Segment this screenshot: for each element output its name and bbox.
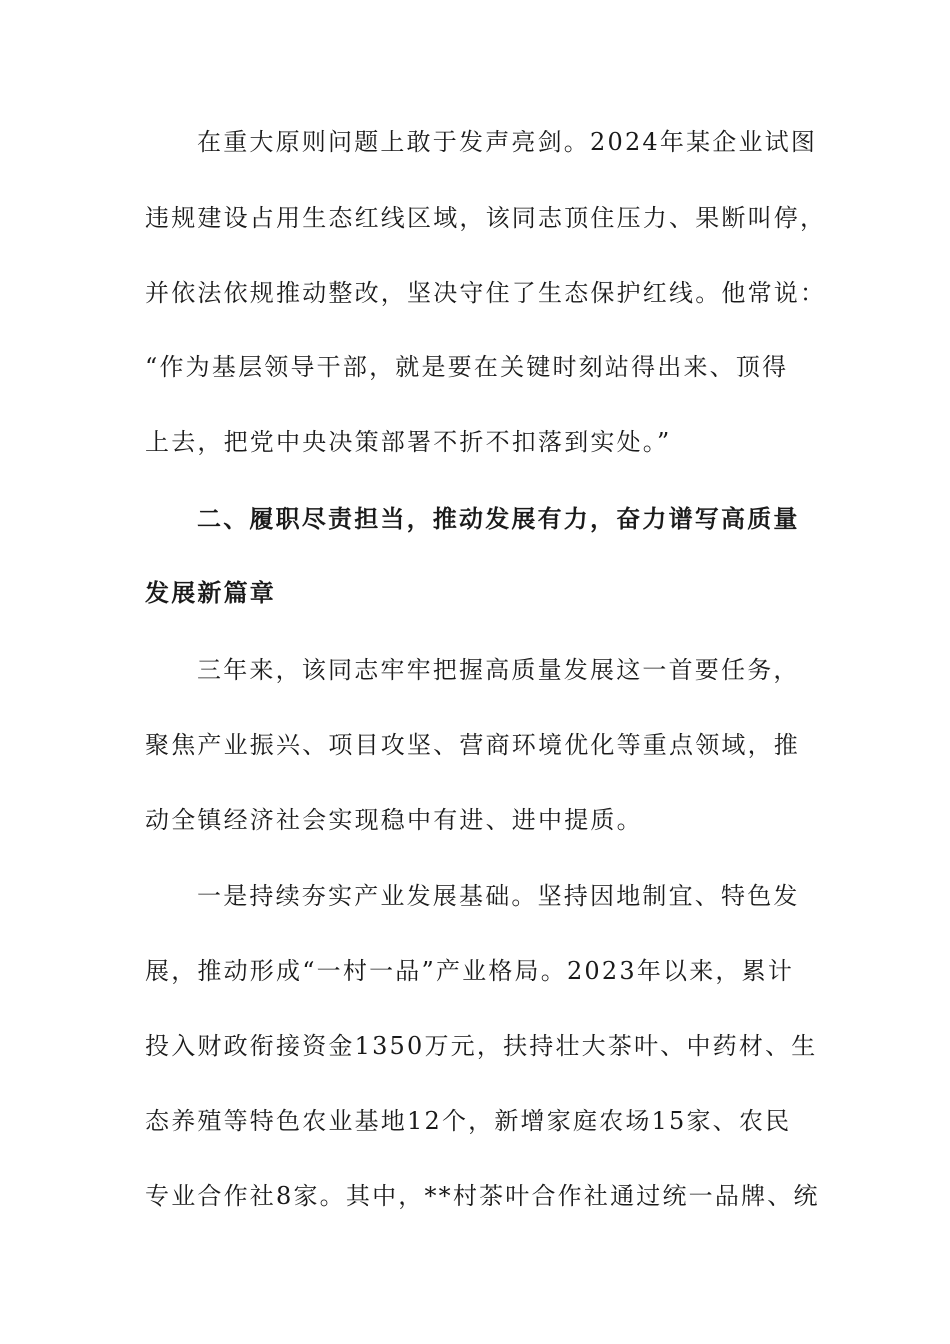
- paragraph-line: 态养殖等特色农业基地12个，新增家庭农场15家、农民: [145, 1107, 792, 1135]
- paragraph-line: 在重大原则问题上敢于发声亮剑。2024年某企业试图: [197, 128, 818, 156]
- section-heading: 二、履职尽责担当，推动发展有力，奋力谱写高质量: [197, 504, 800, 533]
- paragraph-line: “作为基层领导干部，就是要在关键时刻站得出来、顶得: [145, 353, 789, 381]
- paragraph-line: 上去，把党中央决策部署不折不扣落到实处。”: [145, 428, 672, 456]
- section-heading: 发展新篇章: [145, 578, 276, 607]
- paragraph-line: 动全镇经济社会实现稳中有进、进中提质。: [145, 806, 643, 834]
- paragraph-line: 展，推动形成“一村一品”产业格局。2023年以来，累计: [145, 957, 795, 985]
- paragraph-line: 专业合作社8家。其中，**村茶叶合作社通过统一品牌、统: [145, 1182, 820, 1210]
- paragraph-line: 一是持续夯实产业发展基础。坚持因地制宜、特色发: [197, 882, 800, 910]
- paragraph-line: 聚焦产业振兴、项目攻坚、营商环境优化等重点领域，推: [145, 731, 800, 759]
- paragraph-line: 并依法依规推动整改，坚决守住了生态保护红线。他常说：: [145, 279, 827, 307]
- paragraph-line: 投入财政衔接资金1350万元，扶持壮大茶叶、中药材、生: [145, 1032, 818, 1060]
- paragraph-line: 三年来，该同志牢牢把握高质量发展这一首要任务，: [197, 656, 800, 684]
- paragraph-line: 违规建设占用生态红线区域，该同志顶住压力、果断叫停，: [145, 204, 827, 232]
